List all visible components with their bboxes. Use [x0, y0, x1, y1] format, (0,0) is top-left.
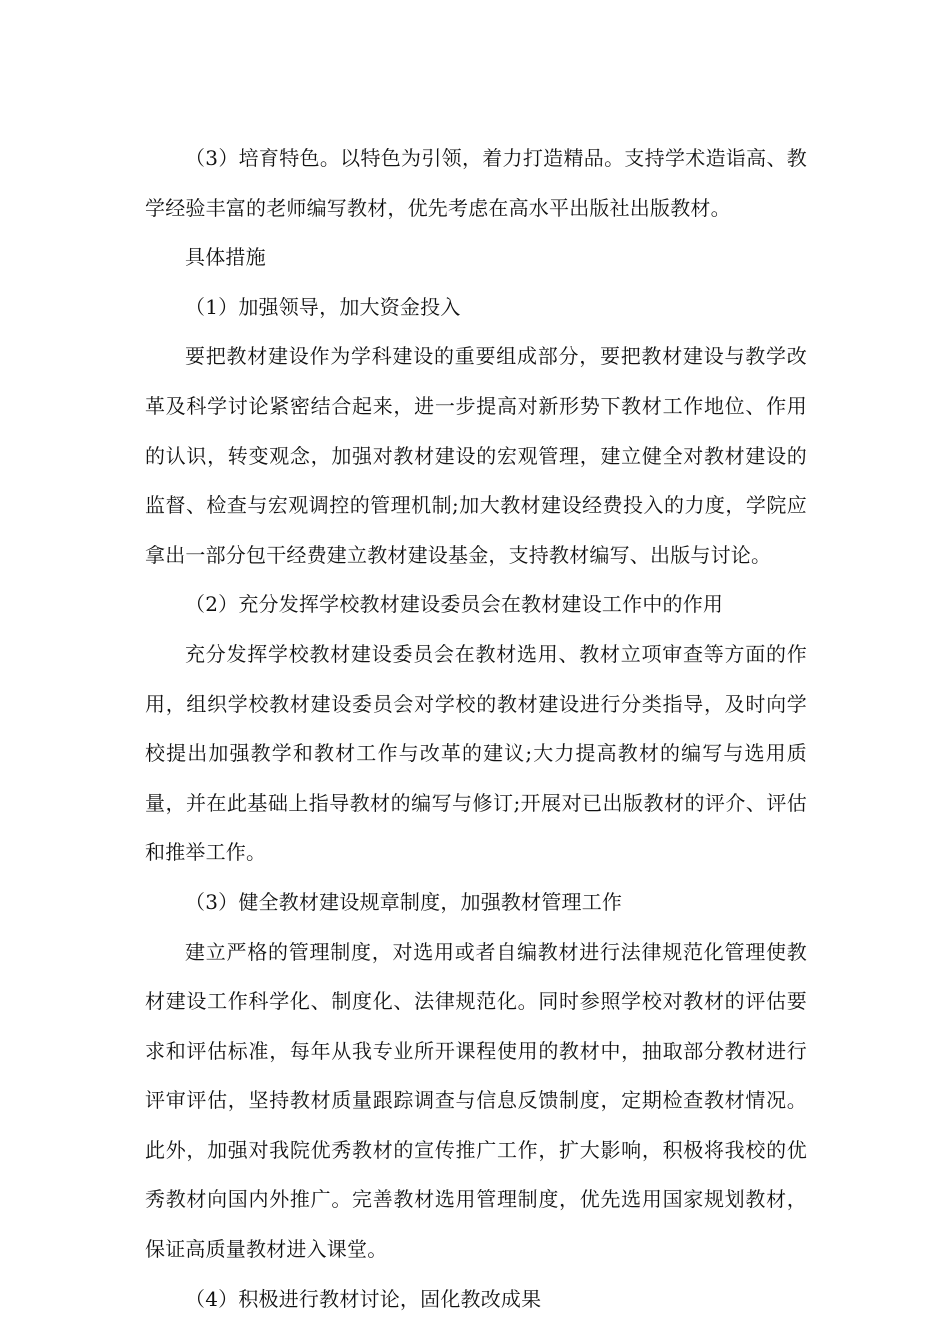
heading-specific-measures: 具体措施 [185, 245, 266, 270]
heading-measure-2: （2）充分发挥学校教材建设委员会在教材建设工作中的作用 [185, 592, 724, 617]
heading-measure-1: （1）加强领导，加大资金投入 [185, 294, 461, 319]
paragraph-measure-1: 要把教材建设作为学科建设的重要组成部分，要把教材建设与教学改革及科学讨论紧密结合起来，进一步提高对新形势下教材工作地位、作用的认识，转变观念，加强对教材建设的宏观管理，建立健全对教材建设的监督、检查与宏观调控的管理机制;加大教材建设经费投入的力度，学院应拿出一部分包干经费建立教材建设基金，支持教材编写、出版与讨论。 [145, 344, 807, 567]
heading-measure-3: （3）健全教材建设规章制度，加强教材管理工作 [185, 889, 623, 914]
paragraph-measure-2: 充分发挥学校教材建设委员会在教材选用、教材立项审查等方面的作用，组织学校教材建设委员会对学校的教材建设进行分类指导，及时向学校提出加强教学和教材工作与改革的建议;大力提高教材的编写与选用质量，并在此基础上指导教材的编写与修订;开展对已出版教材的评介、评估和推举工作。 [145, 641, 807, 865]
paragraph-cultivate-features: （3）培育特色。以特色为引领，着力打造精品。支持学术造诣高、教学经验丰富的老师编写教材，优先考虑在高水平出版社出版教材。 [145, 146, 807, 220]
paragraph-measure-3: 建立严格的管理制度，对选用或者自编教材进行法律规范化管理使教材建设工作科学化、制度化、法律规范化。同时参照学校对教材的评估要求和评估标准，每年从我专业所开课程使用的教材中，抽取部分教材进行评审评估，坚持教材质量跟踪调查与信息反馈制度，定期检查教材情况。此外，加强对我院优秀教材的宣传推广工作，扩大影响，积极将我校的优秀教材向国内外推广。完善教材选用管理制度，优先选用国家规划教材，保证高质量教材进入课堂。 [145, 939, 807, 1262]
document-body [145, 134, 807, 1324]
heading-measure-4: （4）积极进行教材讨论，固化教改成果 [185, 1286, 542, 1311]
